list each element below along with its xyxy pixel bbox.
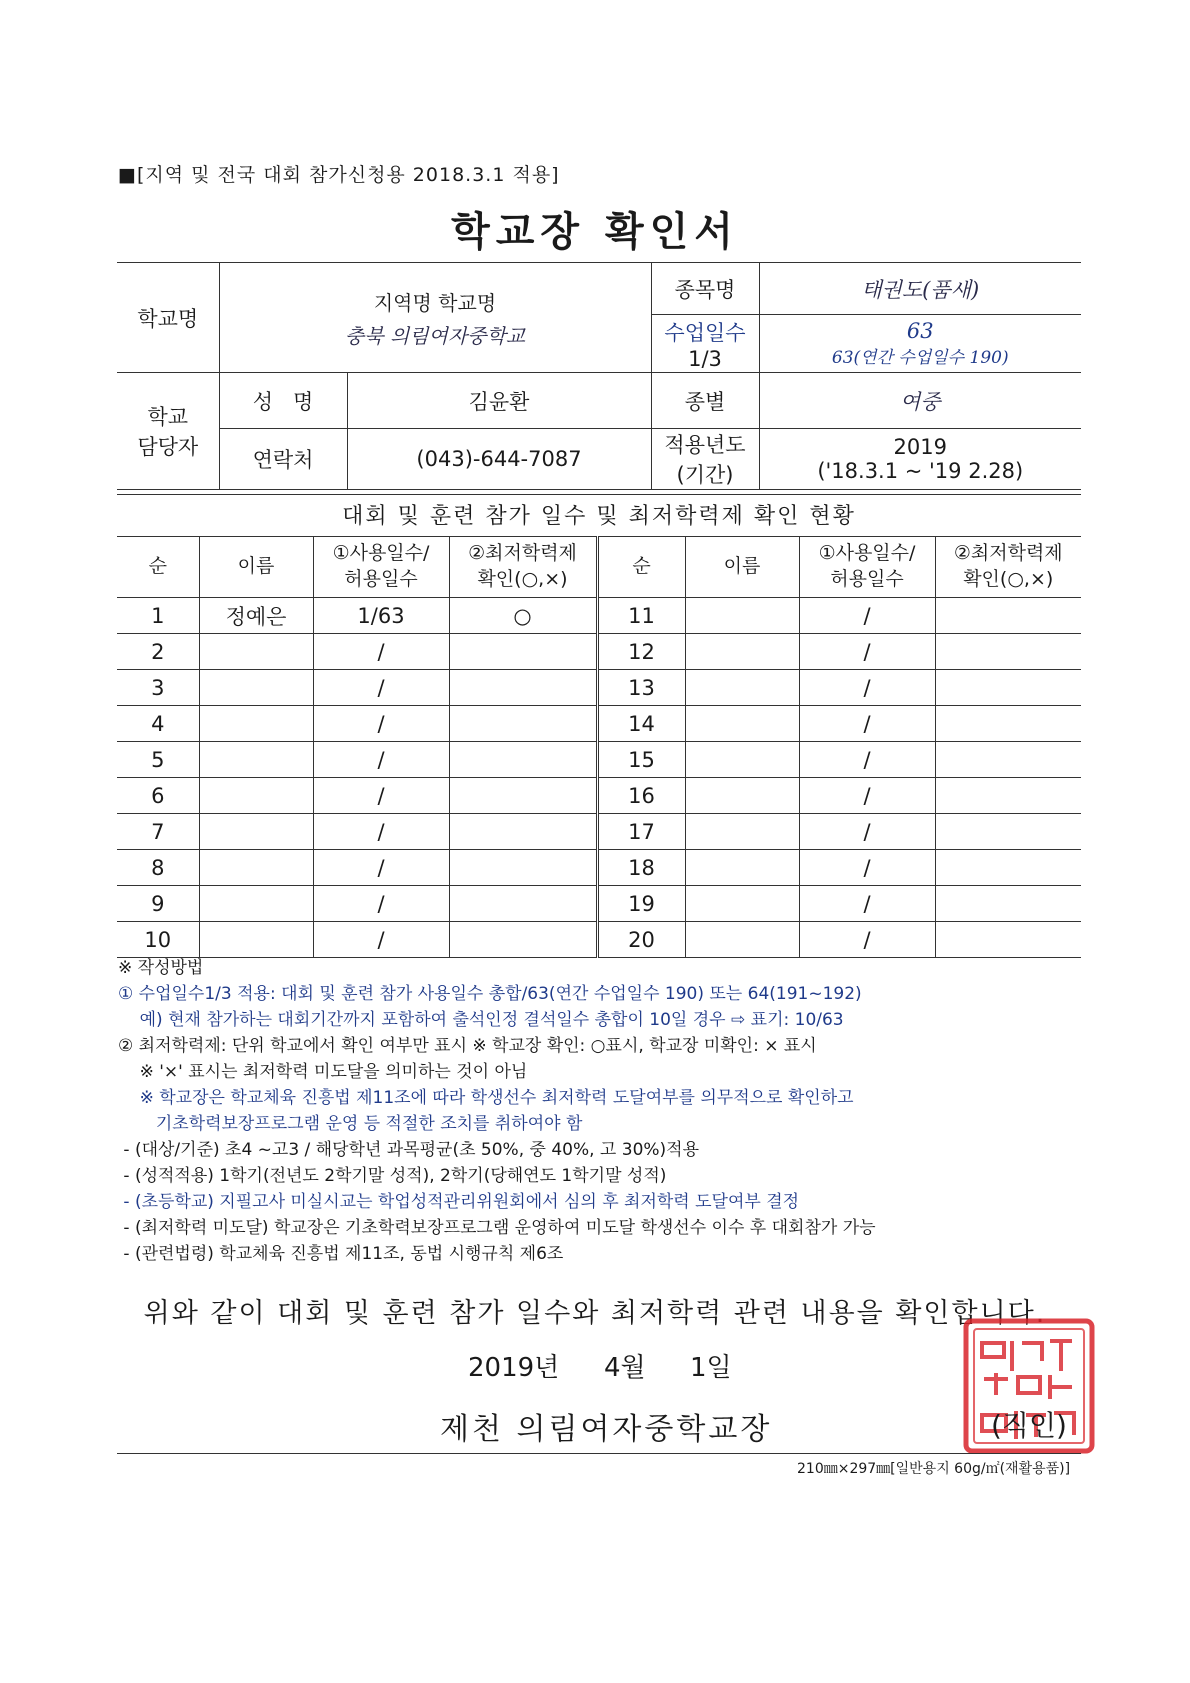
row-check-right <box>935 706 1081 742</box>
row-no-right: 15 <box>597 742 685 778</box>
row-name-right <box>685 670 799 706</box>
year-period: ('18.3.1 ~ '19 2.28) <box>817 459 1024 483</box>
category-label: 종별 <box>651 373 759 429</box>
paper-spec-footer: 210㎜×297㎜[일반용지 60g/㎡(재활용품)] <box>797 1461 1071 1477</box>
col-header-no-left: 순 <box>117 537 199 598</box>
table-body <box>117 598 1081 958</box>
row-no-left: 8 <box>117 850 199 886</box>
table-row <box>117 598 1081 634</box>
row-check-right <box>935 670 1081 706</box>
name-label: 성 명 <box>219 373 347 429</box>
guide-line: 기초학력보장프로그램 운영 등 적절한 조치를 취하여야 함 <box>118 1114 583 1134</box>
col-header-days-line1: ①사용일수/ <box>818 542 916 565</box>
row-days-right: / <box>799 706 935 742</box>
row-name-right <box>685 634 799 670</box>
col-header-days-line1: ①사용일수/ <box>332 542 430 565</box>
row-days-left: / <box>313 886 449 922</box>
row-days-left: / <box>313 778 449 814</box>
row-days-right: / <box>799 886 935 922</box>
manager-label-line2: 담당자 <box>137 435 199 459</box>
row-days-right: / <box>799 742 935 778</box>
col-header-check-line2: 확인(○,×) <box>963 568 1054 590</box>
row-check-left <box>449 706 597 742</box>
row-days-right: / <box>799 634 935 670</box>
row-check-left <box>449 670 597 706</box>
row-days-left: / <box>313 634 449 670</box>
col-header-days-line2: 허용일수 <box>344 568 418 590</box>
guide-heading: ※ 작성방법 <box>118 958 204 978</box>
guide-line: ※ 학교장은 학교체육 진흥법 제11조에 따라 학생선수 최저학력 도달여부를 의무적으로 확인하고 <box>118 1088 854 1108</box>
col-header-days-right <box>799 537 935 598</box>
info-table <box>117 262 1081 490</box>
row-name-left <box>199 922 313 958</box>
table-row <box>117 850 1081 886</box>
bottom-divider <box>117 1453 1081 1454</box>
row-days-left: 1/63 <box>313 598 449 634</box>
row-no-right: 17 <box>597 814 685 850</box>
row-name-right <box>685 850 799 886</box>
row-name-right <box>685 778 799 814</box>
writing-guide <box>118 955 876 1267</box>
row-check-right <box>935 922 1081 958</box>
row-no-left: 6 <box>117 778 199 814</box>
year-label-line1: 적용년도 <box>664 433 746 457</box>
guide-line: - (관련법령) 학교체육 진흥법 제11조, 동법 시행규칙 제6조 <box>118 1244 564 1264</box>
row-no-right: 12 <box>597 634 685 670</box>
event-label: 종목명 <box>651 263 759 315</box>
contact-label: 연락처 <box>219 429 347 490</box>
row-no-left: 4 <box>117 706 199 742</box>
col-header-check-line1: ②최저학력제 <box>953 542 1063 565</box>
row-name-right <box>685 886 799 922</box>
days-label-line1: 수업일수 <box>664 320 746 345</box>
col-header-name-right: 이름 <box>685 537 799 598</box>
row-no-right: 14 <box>597 706 685 742</box>
row-days-left: / <box>313 742 449 778</box>
row-no-right: 16 <box>597 778 685 814</box>
row-check-right <box>935 814 1081 850</box>
row-days-right: / <box>799 598 935 634</box>
col-header-days-line2: 허용일수 <box>830 568 904 590</box>
signer-name: 제천 의림여자중학교장 <box>440 1412 773 1447</box>
name-value: 김윤환 <box>347 373 651 429</box>
event-value: 태권도(품새) <box>759 263 1081 315</box>
guide-line: 예) 현재 참가하는 대회기간까지 포함하여 출석인정 결석일수 총합이 10일 경우 ⇨ 표기: 10/63 <box>118 1010 844 1030</box>
days-value: 63 <box>906 319 934 343</box>
col-header-check-line2: 확인(○,×) <box>477 568 568 590</box>
row-name-left <box>199 742 313 778</box>
row-name-left: 정예은 <box>199 598 313 634</box>
days-label <box>651 315 759 373</box>
row-days-right: / <box>799 850 935 886</box>
row-days-left: / <box>313 814 449 850</box>
year-label-line2: (기간) <box>676 463 734 487</box>
row-name-right <box>685 598 799 634</box>
row-days-right: / <box>799 778 935 814</box>
row-check-left <box>449 886 597 922</box>
table-row <box>117 922 1081 958</box>
row-name-right <box>685 814 799 850</box>
row-days-left: / <box>313 706 449 742</box>
row-no-right: 20 <box>597 922 685 958</box>
row-name-left <box>199 778 313 814</box>
contact-value: (043)-644-7087 <box>347 429 651 490</box>
row-check-left <box>449 742 597 778</box>
row-check-left <box>449 778 597 814</box>
days-value-cell <box>759 315 1081 373</box>
row-name-left <box>199 706 313 742</box>
year-value: 2019 <box>893 435 947 459</box>
school-label: 학교명 <box>117 263 219 373</box>
guide-line: - (최저학력 미도달) 학교장은 기초학력보장프로그램 운영하여 미도달 학생선수 이수 후 대회참가 가능 <box>118 1218 876 1238</box>
table-header-row <box>117 537 1081 598</box>
row-no-left: 9 <box>117 886 199 922</box>
row-no-right: 19 <box>597 886 685 922</box>
row-check-left <box>449 922 597 958</box>
date-year: 2019년 <box>468 1353 560 1383</box>
date-month: 4월 <box>604 1353 646 1383</box>
row-name-left <box>199 634 313 670</box>
col-header-name-left: 이름 <box>199 537 313 598</box>
row-check-left: ○ <box>449 598 597 634</box>
row-days-right: / <box>799 922 935 958</box>
col-header-days-left <box>313 537 449 598</box>
guide-line: ※ '×' 표시는 최저학력 미도달을 의미하는 것이 아님 <box>118 1062 528 1082</box>
header-note: ■[지역 및 전국 대회 참가신청용 2018.3.1 적용] <box>118 164 560 186</box>
guide-line: ① 수업일수1/3 적용: 대회 및 훈련 참가 사용일수 총합/63(연간 수업일수 190) 또는 64(191~192) <box>118 984 862 1004</box>
school-cell <box>219 263 651 373</box>
row-no-left: 10 <box>117 922 199 958</box>
col-header-no-right: 순 <box>597 537 685 598</box>
row-check-right <box>935 886 1081 922</box>
row-days-left: / <box>313 922 449 958</box>
guide-line: ② 최저학력제: 단위 학교에서 확인 여부만 표시 ※ 학교장 확인: ○표시, 학교장 미확인: × 표시 <box>118 1036 817 1056</box>
row-name-right <box>685 706 799 742</box>
row-no-right: 13 <box>597 670 685 706</box>
row-no-left: 7 <box>117 814 199 850</box>
row-name-right <box>685 742 799 778</box>
table-row <box>117 814 1081 850</box>
table-row <box>117 670 1081 706</box>
row-days-left: / <box>313 670 449 706</box>
row-days-right: / <box>799 670 935 706</box>
col-header-check-line1: ②최저학력제 <box>468 542 577 565</box>
category-value: 여중 <box>759 373 1081 429</box>
row-check-right <box>935 850 1081 886</box>
table-row <box>117 634 1081 670</box>
col-header-check-left <box>449 537 597 598</box>
manager-label-line1: 학교 <box>147 405 189 429</box>
row-no-left: 1 <box>117 598 199 634</box>
document-title: 학교장 확인서 <box>451 209 739 255</box>
row-check-right <box>935 778 1081 814</box>
guide-line: - (성적적용) 1학기(전년도 2학기말 성적), 2학기(당해연도 1학기말 성적) <box>118 1166 667 1186</box>
row-days-left: / <box>313 850 449 886</box>
year-value-cell <box>759 429 1081 490</box>
row-check-left <box>449 634 597 670</box>
col-header-check-right <box>935 537 1081 598</box>
school-value: 충북 의림여자중학교 <box>344 323 526 348</box>
row-check-right <box>935 742 1081 778</box>
row-name-left <box>199 814 313 850</box>
year-label <box>651 429 759 490</box>
manager-label <box>117 373 219 490</box>
participation-table <box>117 536 1081 958</box>
row-name-right <box>685 922 799 958</box>
row-no-right: 11 <box>597 598 685 634</box>
section-title: 대회 및 훈련 참가 일수 및 최저학력제 확인 현황 <box>117 494 1081 539</box>
row-name-left <box>199 670 313 706</box>
row-check-left <box>449 850 597 886</box>
guide-line: - (대상/기준) 초4 ~고3 / 해당학년 과목평균(초 50%, 중 40%, 고 30%)적용 <box>118 1140 700 1160</box>
row-name-left <box>199 850 313 886</box>
table-row <box>117 742 1081 778</box>
confirmation-statement: 위와 같이 대회 및 훈련 참가 일수와 최저학력 관련 내용을 확인합니다. <box>143 1298 1047 1329</box>
row-no-left: 3 <box>117 670 199 706</box>
row-no-left: 5 <box>117 742 199 778</box>
table-row <box>117 886 1081 922</box>
school-sub-label: 지역명 학교명 <box>373 290 497 315</box>
guide-line: - (초등학교) 지필고사 미실시교는 학업성적관리위원회에서 심의 후 최저학력 도달여부 결정 <box>118 1192 800 1212</box>
row-no-right: 18 <box>597 850 685 886</box>
row-check-left <box>449 814 597 850</box>
row-days-right: / <box>799 814 935 850</box>
table-row <box>117 706 1081 742</box>
row-no-left: 2 <box>117 634 199 670</box>
row-check-right <box>935 598 1081 634</box>
row-check-right <box>935 634 1081 670</box>
seal-mark-label: (직인) <box>991 1409 1067 1442</box>
table-row <box>117 778 1081 814</box>
days-label-line2: 1/3 <box>688 346 722 371</box>
days-value-note: 63(연간 수업일수 190) <box>831 348 1009 368</box>
row-name-left <box>199 886 313 922</box>
date-day: 1일 <box>690 1353 732 1383</box>
